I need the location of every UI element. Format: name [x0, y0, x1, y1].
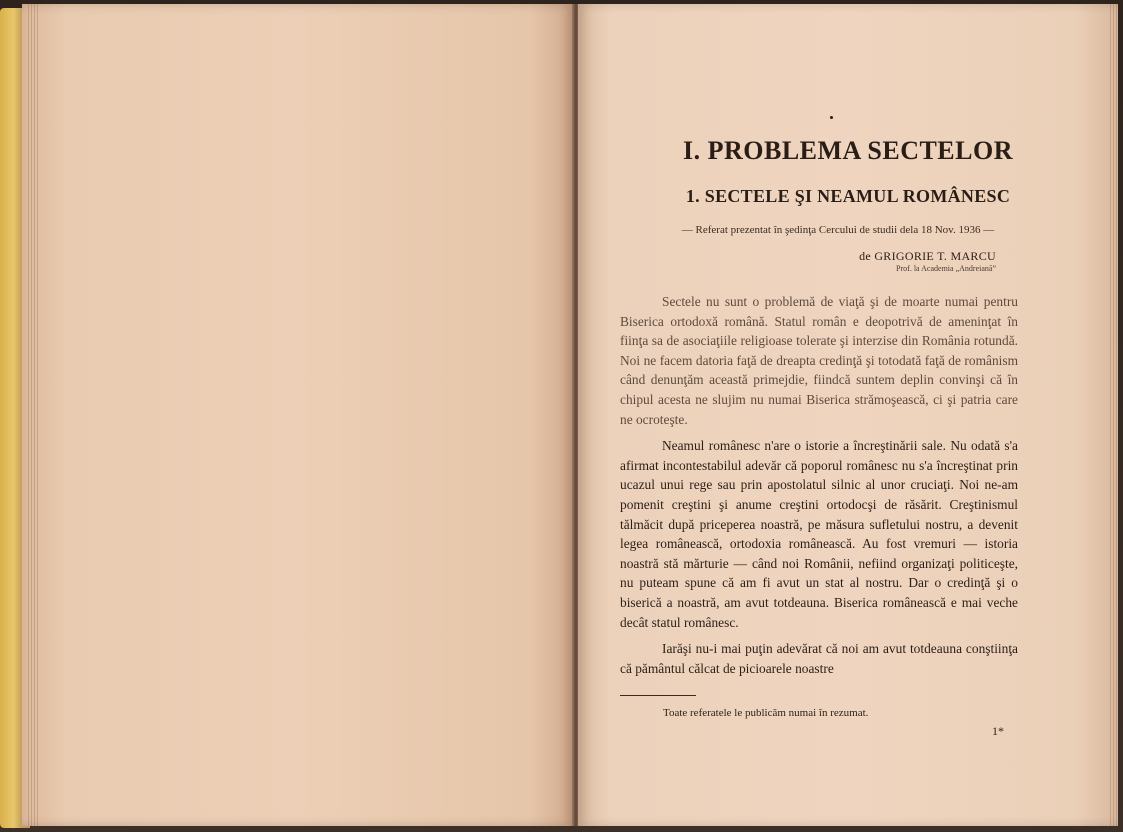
author-role: Prof. la Academia „Andreiană”: [896, 264, 996, 273]
left-page-blank: [22, 4, 574, 826]
paragraph: Sectele nu sunt o problemă de viaţă şi de moarte numai pentru Biserica ortodoxă română. Statul român e deopotrivă de ameninţat în fiinţa sa de asociaţiile religioase tolerate şi interzise din România rotundă. Noi ne facem datoria faţă de dreapta credinţă şi totodată faţă de românism când denunţăm această primejdie, fiindcă suntem deplin convinşi că în chipul acesta ne slujim nu numai Biserica strămoşească, ci şi patria care ne ocroteşte.: [620, 294, 1018, 427]
body-text: [620, 292, 1018, 678]
paragraph: Iarăşi nu-i mai puţin adevărat că noi am avut totdeauna conştiinţa că pământul călcat de picioarele noastre: [620, 641, 1018, 676]
footnote: Toate referatele le publicăm numai în rezumat.: [663, 707, 869, 719]
lecture-subtitle: — Referat prezentat în şedinţa Cercului de studii dela 18 Nov. 1936 —: [681, 224, 995, 236]
section-title: 1. SECTELE ŞI NEAMUL ROMÂNESC: [685, 186, 1011, 206]
right-page-content: [578, 0, 1118, 832]
footnote-rule: [620, 695, 696, 696]
ink-dot: [830, 116, 833, 119]
chapter-title: I. PROBLEMA SECTELOR: [682, 136, 1013, 165]
author-name: de GRIGORIE T. MARCU: [859, 249, 996, 263]
signature-mark: 1*: [992, 724, 1004, 738]
paragraph: Neamul românesc n'are o istorie a încreştinării sale. Nu odată s'a afirmat incontestabilul adevăr că poporul românesc nu s'a încreştinat prin ucazul unui rege sau prin apostolatul silnic al unor cruciaţi. Noi ne-am pomenit creştini şi anume creştini ortodocşi de răsărit. Creştinismul tălmăcit după priceperea noastră, pe măsura sufletului nostru, a devenit legea românească, ortodoxia românească. Au fost vremuri — istoria noastră stă mărturie — când noi Românii, nefiind organizaţi politiceşte, nu puteam spune că am fi avut un stat al nostru. Dar o credinţă şi o biserică a noastră, am avut totdeauna. Biserica românească e mai veche decât statul românesc.: [620, 438, 1018, 630]
